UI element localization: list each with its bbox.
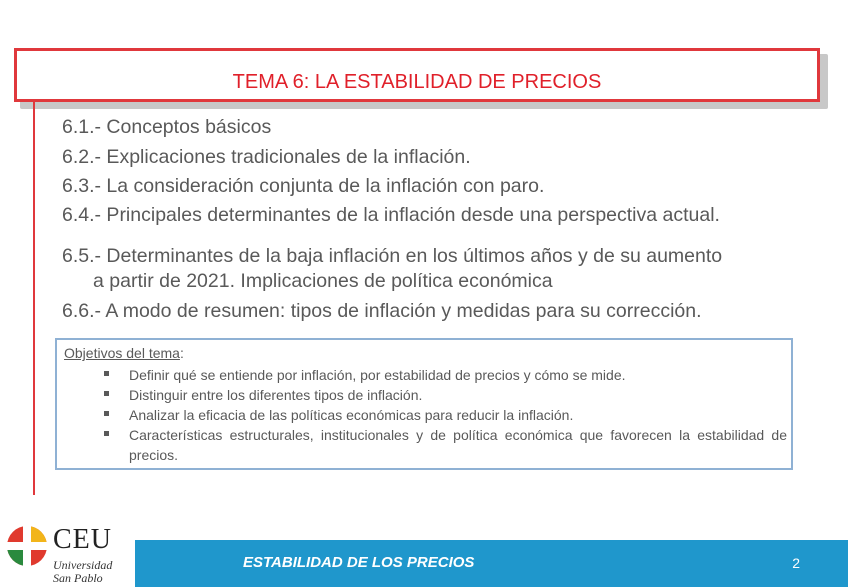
objectives-box: [55, 338, 793, 470]
toc-item-text: 6.1.- Conceptos básicos: [62, 116, 272, 138]
toc-item-6-1: [62, 116, 271, 139]
square-bullet-icon: [104, 391, 109, 396]
square-bullet-icon: [104, 371, 109, 376]
toc-item-text: 6.5.- Determinantes de la baja inflación en los últimos años y de su aumento: [62, 245, 723, 267]
objective-text: Características estructurales, institucionales y de política económica que favorecen la estabilidad de precios.: [129, 427, 787, 463]
objectives-heading-colon: :: [179, 345, 184, 361]
toc-item-6-6: [62, 300, 702, 323]
title-box: [14, 48, 820, 102]
page-number: 2: [792, 555, 800, 571]
objectives-heading-text: Objetivos del tema: [64, 345, 180, 361]
red-divider-line: [33, 100, 35, 495]
toc-item-6-3: [62, 175, 544, 198]
objective-text: Distinguir entre los diferentes tipos de inflación.: [129, 387, 423, 403]
toc-item-6-5: [62, 244, 722, 294]
ceu-emblem-icon: [5, 524, 49, 568]
footer-bar: [135, 540, 848, 587]
objective-text: Definir qué se entiende por inflación, por estabilidad de precios y cómo se mide.: [129, 367, 626, 383]
toc-item-text: 6.4.- Principales determinantes de la inflación desde una perspectiva actual.: [62, 204, 720, 226]
square-bullet-icon: [104, 411, 109, 416]
logo-wordmark: CEU: [53, 524, 112, 555]
toc-item-6-2: [62, 146, 471, 169]
toc-item-6-4: [62, 204, 720, 227]
toc-item-text-continued: a partir de 2021. Implicaciones de política económica: [93, 270, 553, 292]
square-bullet-icon: [104, 431, 109, 436]
objectives-heading: [64, 345, 184, 361]
slide-title: TEMA 6: LA ESTABILIDAD DE PRECIOS: [232, 71, 602, 93]
toc-item-text: 6.2.- Explicaciones tradicionales de la inflación.: [62, 146, 471, 168]
toc-item-text: 6.6.- A modo de resumen: tipos de inflación y medidas para su corrección.: [62, 300, 702, 322]
logo-subtitle-2: San Pablo: [53, 571, 103, 585]
ceu-logo: [3, 522, 133, 587]
objective-text: Analizar la eficacia de las políticas económicas para reducir la inflación.: [129, 407, 574, 423]
toc-item-text: 6.3.- La consideración conjunta de la inflación con paro.: [62, 175, 545, 197]
footer-title: ESTABILIDAD DE LOS PRECIOS: [243, 554, 475, 571]
logo-subtitle-1: Universidad: [53, 558, 113, 572]
